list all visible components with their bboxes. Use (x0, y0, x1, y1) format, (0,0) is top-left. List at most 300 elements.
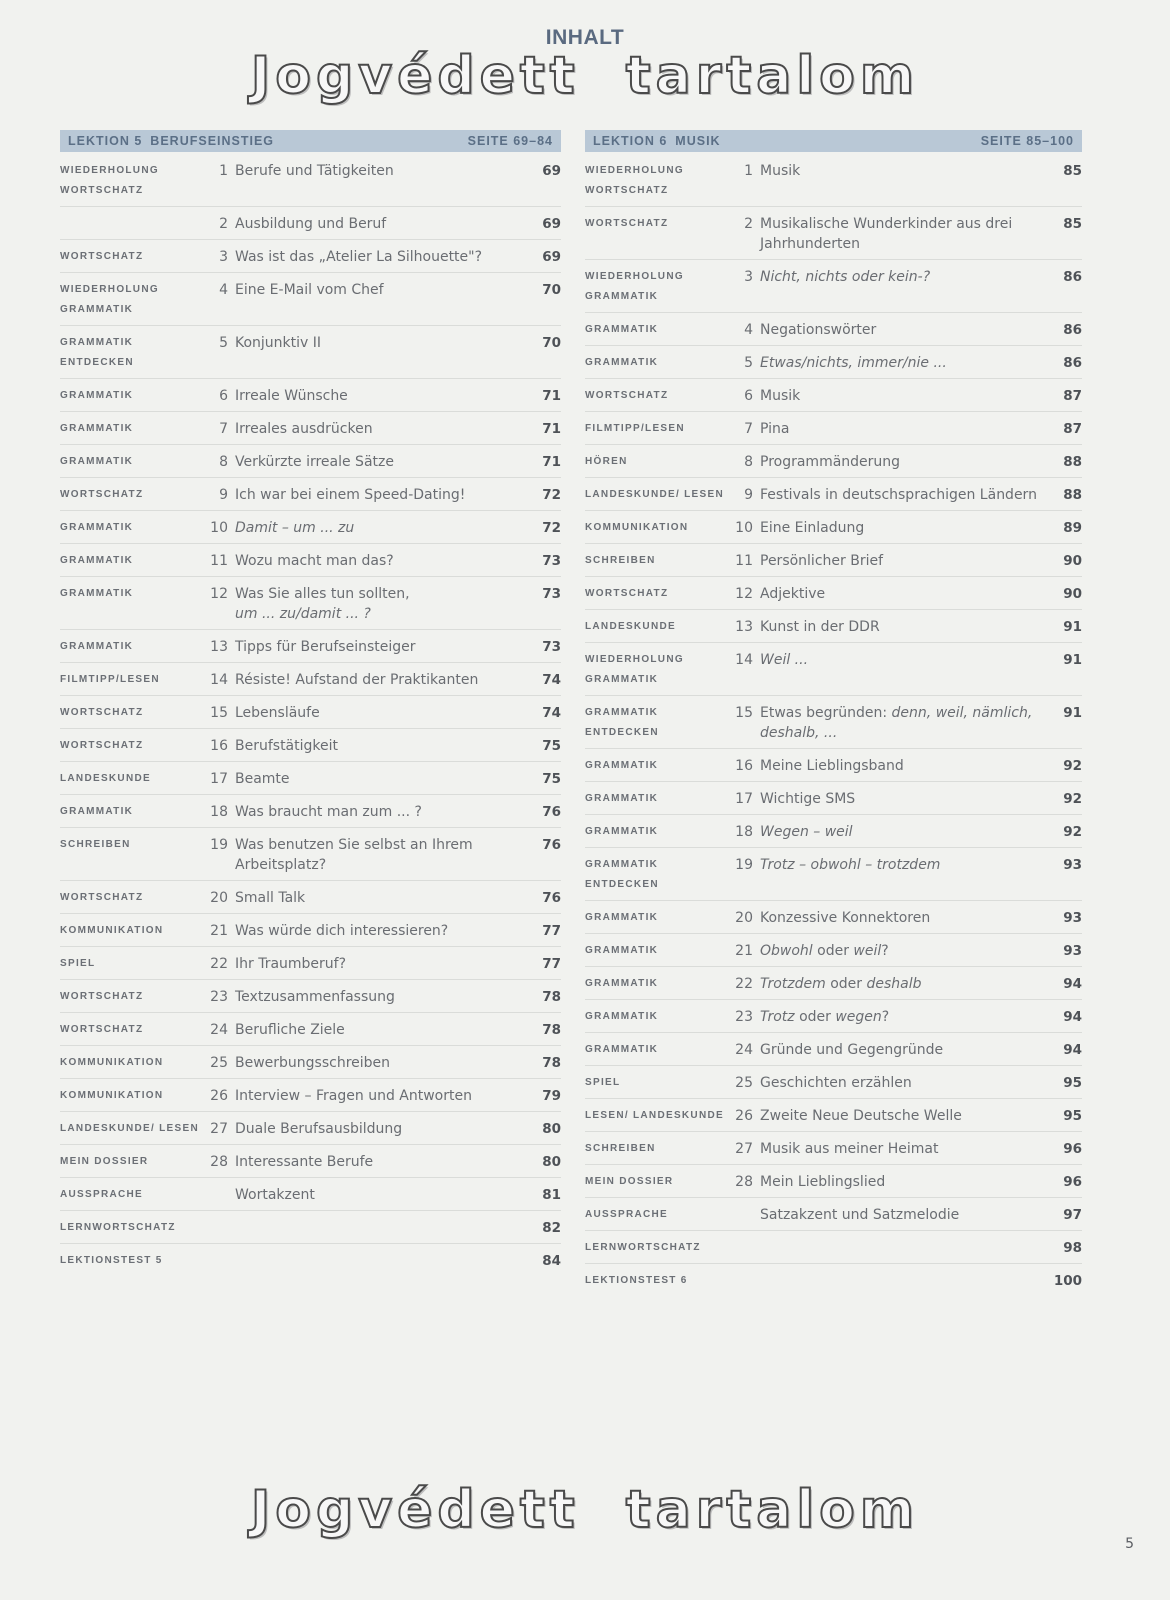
lesson-header (585, 130, 1082, 152)
entry-category: GRAMMATIK (60, 641, 134, 652)
entry-title-text: Musikalische Wunderkinder aus drei Jahrhunderten (760, 216, 1013, 252)
entry-title-text: Eine Einladung (760, 520, 865, 536)
entry-title (235, 987, 523, 1007)
toc-entry[interactable] (60, 795, 561, 828)
entry-title (760, 822, 1044, 842)
entry-title (235, 921, 523, 941)
toc-entry[interactable] (60, 1178, 561, 1211)
entry-page: 80 (542, 1121, 561, 1137)
entry-title-italic: denn, weil, nämlich, deshalb, ... (760, 705, 1033, 741)
toc-entry[interactable] (60, 1112, 561, 1145)
toc-column-lektion-6 (585, 130, 1082, 1296)
entry-number: 25 (210, 1055, 228, 1071)
entry-title-text: ? (881, 943, 889, 959)
entry-number: 26 (210, 1088, 228, 1104)
entry-page: 86 (1063, 269, 1082, 285)
entry-category: WIEDERHOLUNG GRAMMATIK (60, 284, 159, 315)
toc-entry[interactable] (60, 1145, 561, 1178)
entry-number: 23 (210, 989, 228, 1005)
entry-page: 100 (1053, 1273, 1082, 1289)
entry-category: WORTSCHATZ (585, 588, 669, 599)
toc-entry[interactable] (585, 643, 1082, 696)
entry-category: SCHREIBEN (585, 1143, 656, 1154)
toc-entry[interactable] (60, 445, 561, 478)
entry-category: GRAMMATIK (585, 1044, 659, 1055)
entry-page: 77 (542, 956, 561, 972)
entry-number: 15 (735, 705, 753, 721)
entry-title (760, 1106, 1044, 1126)
entry-number: 26 (735, 1108, 753, 1124)
entry-title (235, 485, 523, 505)
entry-title (760, 650, 1044, 670)
entry-title-text: Was benutzen Sie selbst an Ihrem Arbeitsplatz? (235, 837, 473, 873)
toc-rows-left (60, 154, 561, 1276)
entry-title (235, 584, 523, 624)
entry-title (235, 954, 523, 974)
entry-number: 6 (744, 388, 753, 404)
entry-page: 90 (1063, 553, 1082, 569)
entry-title (760, 908, 1044, 928)
entry-title (235, 419, 523, 439)
toc-entry[interactable] (585, 379, 1082, 412)
entry-title (760, 1007, 1044, 1027)
toc-entry[interactable] (585, 696, 1082, 749)
entry-number: 9 (744, 487, 753, 503)
entry-page: 95 (1063, 1108, 1082, 1124)
entry-title (235, 1053, 523, 1073)
entry-page: 93 (1063, 857, 1082, 873)
entry-number: 18 (210, 804, 228, 820)
entry-number: 21 (735, 943, 753, 959)
entry-category: WIEDERHOLUNG WORTSCHATZ (60, 165, 159, 196)
entry-category: WORTSCHATZ (60, 489, 144, 500)
entry-category: LERNWORTSCHATZ (60, 1222, 176, 1233)
entry-category: WORTSCHATZ (60, 251, 144, 262)
entry-title-italic: Damit – um ... zu (235, 520, 355, 536)
entry-number: 17 (735, 791, 753, 807)
entry-title-text: Verkürzte irreale Sätze (235, 454, 394, 470)
entry-category: WORTSCHATZ (60, 991, 144, 1002)
entry-title-text: Musik aus meiner Heimat (760, 1141, 939, 1157)
entry-page: 69 (542, 163, 561, 179)
entry-title (760, 789, 1044, 809)
entry-category: WORTSCHATZ (60, 892, 144, 903)
entry-number: 15 (210, 705, 228, 721)
toc-entry[interactable] (585, 848, 1082, 901)
entry-category: GRAMMATIK (585, 945, 659, 956)
entry-category: WIEDERHOLUNG WORTSCHATZ (585, 165, 684, 196)
entry-page: 94 (1063, 1009, 1082, 1025)
entry-number: 12 (210, 586, 228, 602)
entry-title (760, 1172, 1044, 1192)
entry-title-text: oder (825, 976, 867, 992)
entry-title-italic: Weil ... (760, 652, 809, 668)
entry-page: 87 (1063, 388, 1082, 404)
entry-page: 86 (1063, 355, 1082, 371)
toc-entry[interactable] (585, 260, 1082, 313)
entry-page: 97 (1063, 1207, 1082, 1223)
toc-entry[interactable] (60, 980, 561, 1013)
toc-entry[interactable] (60, 1079, 561, 1112)
toc-rows-right (585, 154, 1082, 1296)
entry-number: 8 (744, 454, 753, 470)
entry-page: 71 (542, 454, 561, 470)
entry-number: 11 (210, 553, 228, 569)
entry-title-text: Wozu macht man das? (235, 553, 394, 569)
entry-page: 92 (1063, 758, 1082, 774)
toc-entry[interactable] (60, 881, 561, 914)
toc-entry[interactable] (60, 207, 561, 240)
toc-entry[interactable] (60, 729, 561, 762)
entry-title-text: Geschichten erzählen (760, 1075, 912, 1091)
entry-title-text: Adjektive (760, 586, 826, 602)
entry-title-text: Bewerbungsschreiben (235, 1055, 391, 1071)
entry-page: 71 (542, 388, 561, 404)
entry-title-text: Berufstätigkeit (235, 738, 339, 754)
entry-category: WORTSCHATZ (60, 740, 144, 751)
entry-number: 13 (210, 639, 228, 655)
toc-entry[interactable] (60, 326, 561, 379)
toc-entry[interactable] (60, 379, 561, 412)
entry-category: WIEDERHOLUNG GRAMMATIK (585, 271, 684, 302)
entry-category: HÖREN (585, 456, 628, 467)
entry-title-text: Etwas begründen: (760, 705, 888, 721)
toc-entry[interactable] (60, 478, 561, 511)
entry-number: 28 (735, 1174, 753, 1190)
toc-entry[interactable] (60, 1013, 561, 1046)
page-number: 5 (1125, 1536, 1134, 1552)
entry-title (235, 333, 523, 353)
entry-number: 17 (210, 771, 228, 787)
entry-category: LEKTIONSTEST 6 (585, 1275, 688, 1286)
toc-entry[interactable] (60, 1046, 561, 1079)
entry-number: 3 (219, 249, 228, 265)
entry-category: GRAMMATIK (60, 390, 134, 401)
entry-title-text: Persönlicher Brief (760, 553, 884, 569)
entry-title (235, 214, 523, 234)
entry-page: 93 (1063, 943, 1082, 959)
entry-title (760, 1205, 1044, 1225)
entry-title-text: Musik (760, 163, 801, 179)
entry-title-text: Interessante Berufe (235, 1154, 374, 1170)
entry-title-italic: Trotz (760, 1009, 795, 1025)
lesson-label: LEKTION 5 (68, 134, 143, 148)
entry-number: 7 (744, 421, 753, 437)
entry-category: GRAMMATIK (585, 357, 659, 368)
toc-entry[interactable] (585, 901, 1082, 934)
entry-page: 96 (1063, 1141, 1082, 1157)
toc-entry[interactable] (585, 1033, 1082, 1066)
entry-title-text: Ihr Traumberuf? (235, 956, 347, 972)
page-title: INHALT (545, 26, 625, 49)
entry-category: KOMMUNIKATION (60, 1057, 164, 1068)
entry-page: 82 (542, 1220, 561, 1236)
toc-entry[interactable] (60, 630, 561, 663)
entry-page: 88 (1063, 454, 1082, 470)
entry-number: 21 (210, 923, 228, 939)
entry-page: 70 (542, 282, 561, 298)
entry-number: 25 (735, 1075, 753, 1091)
entry-title-italic: Trotzdem (760, 976, 826, 992)
entry-category: GRAMMATIK (585, 324, 659, 335)
toc-entry[interactable] (60, 240, 561, 273)
toc-entry[interactable] (585, 1066, 1082, 1099)
entry-category: LERNWORTSCHATZ (585, 1242, 701, 1253)
entry-page: 85 (1063, 216, 1082, 232)
entry-title (235, 280, 523, 300)
entry-title (760, 485, 1044, 505)
entry-page: 69 (542, 249, 561, 265)
entry-page: 93 (1063, 910, 1082, 926)
toc-entry[interactable] (60, 1244, 561, 1276)
entry-page: 90 (1063, 586, 1082, 602)
entry-number: 14 (210, 672, 228, 688)
entry-title-italic: Etwas/nichts, immer/nie ... (760, 355, 947, 371)
entry-category: LANDESKUNDE/ LESEN (585, 489, 724, 500)
toc-entry[interactable] (60, 577, 561, 630)
entry-number: 14 (735, 652, 753, 668)
entry-title (760, 703, 1044, 743)
toc-entry[interactable] (60, 914, 561, 947)
entry-page: 71 (542, 421, 561, 437)
entry-category: FILMTIPP/LESEN (60, 674, 160, 685)
entry-page: 92 (1063, 824, 1082, 840)
entry-category: GRAMMATIK (585, 912, 659, 923)
toc-entry[interactable] (585, 412, 1082, 445)
entry-title (760, 452, 1044, 472)
lesson-label: LEKTION 6 (593, 134, 668, 148)
toc-entry[interactable] (585, 934, 1082, 967)
toc-entry[interactable] (585, 815, 1082, 848)
entry-category: LANDESKUNDE/ LESEN (60, 1123, 199, 1134)
entry-title (760, 617, 1044, 637)
entry-category: LESEN/ LANDESKUNDE (585, 1110, 724, 1121)
entry-page: 76 (542, 804, 561, 820)
entry-number: 24 (735, 1042, 753, 1058)
entry-category: GRAMMATIK (585, 793, 659, 804)
entry-title-text: Kunst in der DDR (760, 619, 880, 635)
entry-title-text: oder (812, 943, 854, 959)
entry-number: 5 (219, 335, 228, 351)
entry-page: 88 (1063, 487, 1082, 503)
entry-category: GRAMMATIK (60, 806, 134, 817)
entry-title-text: Irreales ausdrücken (235, 421, 373, 437)
toc-entry[interactable] (60, 544, 561, 577)
toc-entry[interactable] (60, 663, 561, 696)
entry-page: 84 (542, 1253, 561, 1269)
toc-entry[interactable] (585, 544, 1082, 577)
entry-title (760, 584, 1044, 604)
entry-number: 16 (735, 758, 753, 774)
entry-title (760, 756, 1044, 776)
toc-entry[interactable] (60, 1211, 561, 1244)
entry-title-text: Was ist das „Atelier La Silhouette"? (235, 249, 483, 265)
entry-category: GRAMMATIK ENTDECKEN (585, 707, 659, 738)
entry-page: 86 (1063, 322, 1082, 338)
toc-entry[interactable] (60, 154, 561, 207)
entry-title-italic: um ... zu/damit ... ? (235, 606, 371, 622)
entry-number: 18 (735, 824, 753, 840)
entry-category: LANDESKUNDE (585, 621, 676, 632)
entry-page: 98 (1063, 1240, 1082, 1256)
entry-number: 24 (210, 1022, 228, 1038)
entry-page: 78 (542, 1055, 561, 1071)
entry-category: WIEDERHOLUNG GRAMMATIK (585, 654, 684, 685)
entry-number: 8 (219, 454, 228, 470)
entry-title (760, 974, 1044, 994)
entry-number: 20 (210, 890, 228, 906)
toc-entry[interactable] (60, 412, 561, 445)
entry-title (235, 1119, 523, 1139)
entry-title (235, 736, 523, 756)
entry-title (235, 703, 523, 723)
entry-category: GRAMMATIK (585, 826, 659, 837)
entry-title (760, 267, 1044, 287)
entry-title-text: Wichtige SMS (760, 791, 856, 807)
entry-title (760, 419, 1044, 439)
entry-number: 7 (219, 421, 228, 437)
toc-entry[interactable] (60, 273, 561, 326)
entry-title-text: Konjunktiv II (235, 335, 322, 351)
toc-entry[interactable] (585, 1231, 1082, 1264)
entry-page: 75 (542, 738, 561, 754)
entry-page: 96 (1063, 1174, 1082, 1190)
toc-entry[interactable] (60, 762, 561, 795)
toc-entry[interactable] (585, 346, 1082, 379)
entry-title (760, 1040, 1044, 1060)
entry-category: MEIN DOSSIER (60, 1156, 149, 1167)
entry-category: MEIN DOSSIER (585, 1176, 674, 1187)
entry-title-text: Textzusammenfassung (235, 989, 395, 1005)
entry-category: GRAMMATIK (60, 423, 134, 434)
entry-title (235, 1152, 523, 1172)
toc-entry[interactable] (60, 828, 561, 881)
toc-entry[interactable] (585, 445, 1082, 478)
entry-page: 75 (542, 771, 561, 787)
entry-title-text: Was würde dich interessieren? (235, 923, 449, 939)
toc-entry[interactable] (585, 154, 1082, 207)
toc-entry[interactable] (585, 1264, 1082, 1296)
toc-entry[interactable] (585, 478, 1082, 511)
entry-title (235, 161, 523, 181)
entry-title-text: Gründe und Gegengründe (760, 1042, 944, 1058)
entry-title (760, 320, 1044, 340)
entry-number: 1 (744, 163, 753, 179)
entry-title (235, 670, 523, 690)
entry-category: GRAMMATIK (585, 978, 659, 989)
entry-number: 19 (210, 837, 228, 853)
entry-title (235, 769, 523, 789)
entry-title (760, 1073, 1044, 1093)
entry-page: 89 (1063, 520, 1082, 536)
entry-title (235, 802, 523, 822)
toc-entry[interactable] (585, 967, 1082, 1000)
entry-number: 22 (210, 956, 228, 972)
entry-title (760, 551, 1044, 571)
entry-page: 76 (542, 890, 561, 906)
entry-number: 28 (210, 1154, 228, 1170)
toc-entry[interactable] (585, 1099, 1082, 1132)
entry-number: 16 (210, 738, 228, 754)
entry-title (760, 941, 1044, 961)
entry-category: WORTSCHATZ (585, 390, 669, 401)
entry-title (235, 888, 523, 908)
entry-title-text: Programmänderung (760, 454, 901, 470)
entry-number: 27 (735, 1141, 753, 1157)
entry-number: 2 (744, 216, 753, 232)
entry-title-text: Meine Lieblingsband (760, 758, 904, 774)
entry-title (760, 214, 1044, 254)
entry-title (760, 161, 1044, 181)
entry-page: 69 (542, 216, 561, 232)
toc-entry[interactable] (585, 749, 1082, 782)
entry-page: 73 (542, 639, 561, 655)
toc-entry[interactable] (60, 696, 561, 729)
entry-number: 4 (744, 322, 753, 338)
entry-page: 87 (1063, 421, 1082, 437)
entry-title-text: Was braucht man zum ... ? (235, 804, 422, 820)
entry-title (760, 1139, 1044, 1159)
entry-category: WORTSCHATZ (585, 218, 669, 229)
toc-entry[interactable] (585, 511, 1082, 544)
lesson-header (60, 130, 561, 152)
entry-page: 74 (542, 705, 561, 721)
lesson-pages: SEITE 85–100 (980, 134, 1074, 148)
entry-page: 92 (1063, 791, 1082, 807)
entry-title (235, 551, 523, 571)
toc-entry[interactable] (585, 1198, 1082, 1231)
entry-page: 76 (542, 837, 561, 853)
entry-page: 72 (542, 487, 561, 503)
entry-title-text: oder (794, 1009, 836, 1025)
entry-category: SPIEL (60, 958, 96, 969)
toc-entry[interactable] (585, 577, 1082, 610)
entry-page: 80 (542, 1154, 561, 1170)
toc-entry[interactable] (60, 947, 561, 980)
toc-entry[interactable] (585, 207, 1082, 260)
entry-page: 81 (542, 1187, 561, 1203)
entry-category: GRAMMATIK ENTDECKEN (585, 859, 659, 890)
toc-entry[interactable] (585, 610, 1082, 643)
entry-title-text: Small Talk (235, 890, 306, 906)
entry-page: 70 (542, 335, 561, 351)
entry-title-text: Ausbildung und Beruf (235, 216, 387, 232)
entry-title (235, 637, 523, 657)
toc-entry[interactable] (585, 313, 1082, 346)
entry-page: 91 (1063, 619, 1082, 635)
entry-category: WORTSCHATZ (60, 1024, 144, 1035)
entry-title-text: Duale Berufsausbildung (235, 1121, 403, 1137)
entry-page: 72 (542, 520, 561, 536)
entry-title-text: Résiste! Aufstand der Praktikanten (235, 672, 479, 688)
entry-number: 3 (744, 269, 753, 285)
toc-entry[interactable] (585, 1165, 1082, 1198)
entry-number: 4 (219, 282, 228, 298)
entry-title-italic: wegen (835, 1009, 882, 1025)
entry-category: GRAMMATIK (585, 760, 659, 771)
entry-category: FILMTIPP/LESEN (585, 423, 685, 434)
entry-page: 78 (542, 989, 561, 1005)
entry-title (235, 452, 523, 472)
entry-title-text: Negationswörter (760, 322, 877, 338)
toc-entry[interactable] (585, 1000, 1082, 1033)
entry-number: 12 (735, 586, 753, 602)
toc-entry[interactable] (585, 1132, 1082, 1165)
lesson-topic: BERUFSEINSTIEG (150, 134, 275, 148)
entry-number: 20 (735, 910, 753, 926)
toc-entry[interactable] (60, 511, 561, 544)
toc-entry[interactable] (585, 782, 1082, 815)
